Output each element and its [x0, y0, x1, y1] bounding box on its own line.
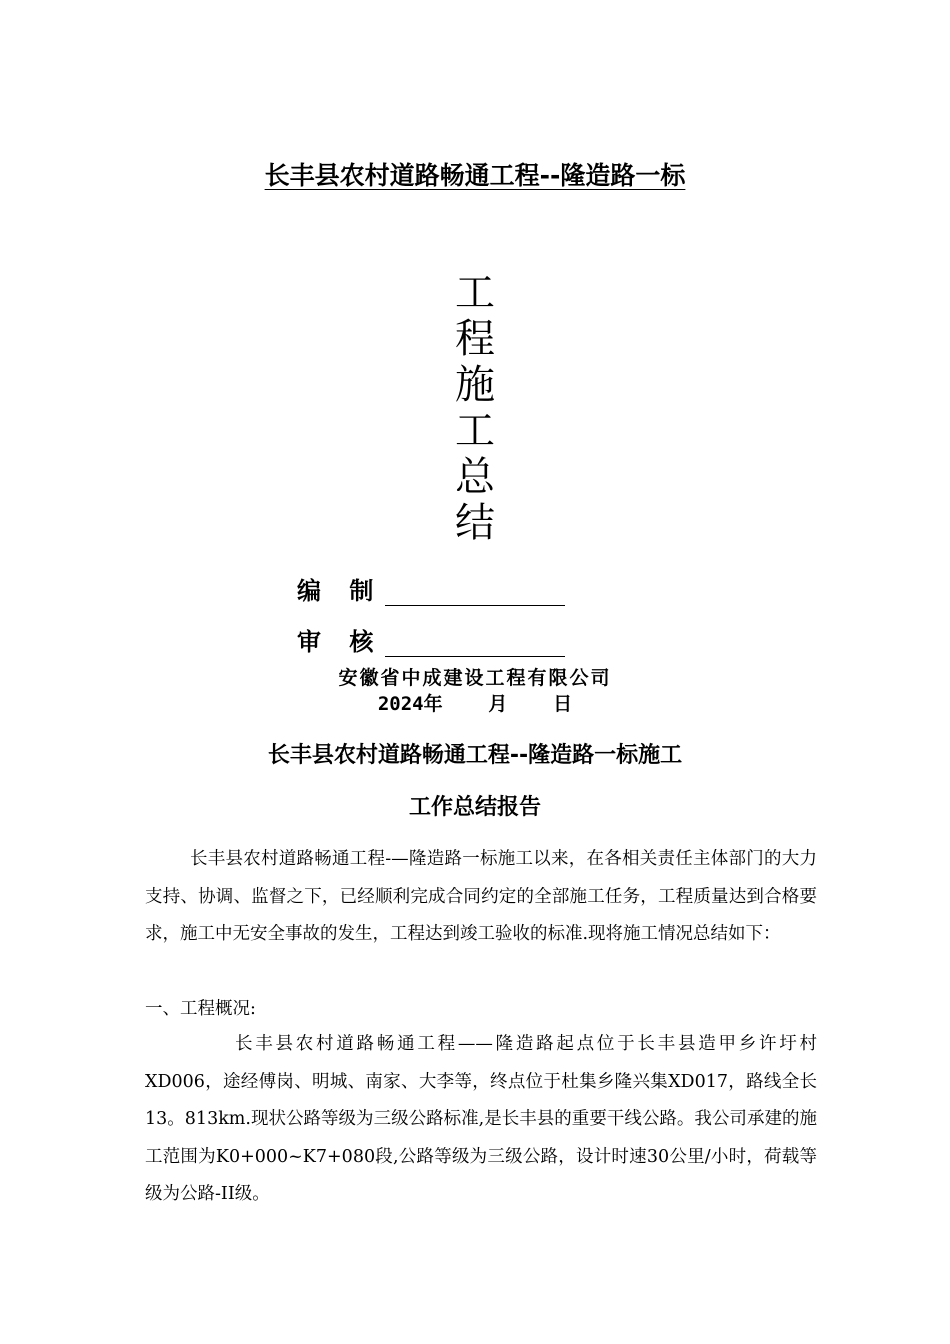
doc-type-char: 施 — [455, 362, 495, 408]
paragraph-overview: 长丰县农村道路畅通工程——隆造路起点位于长丰县造甲乡许圩村XD006，途经傅岗、明城、南家、大李等，终点位于杜集乡隆兴集XD017，路线全长13。813km.现状公路等级为三级公路标准,是长丰县的重要干线公路。我公司承建的施工范围为K0+000~K7+080段,公路等级为三级公路，设计时速30公里/小时，荷载等级为公路-II级。 — [145, 1034, 817, 1204]
doc-type-char: 工 — [455, 408, 495, 454]
cover-project-title — [0, 158, 950, 194]
compiled-by-line — [297, 576, 565, 606]
report-title-line2: 工作总结报告 — [408, 795, 541, 820]
reviewed-by-blank — [385, 630, 565, 657]
reviewed-by-line — [297, 627, 565, 657]
doc-type-char: 工 — [455, 270, 495, 316]
compiled-by-blank — [385, 579, 565, 606]
doc-type-char: 程 — [455, 316, 495, 362]
section-heading-overview: 一、工程概况: — [145, 999, 256, 1019]
paragraph-intro: 长丰县农村道路畅通工程-—隆造路一标施工以来，在各相关责任主体部门的大力支持、协调、监督之下，已经顺利完成合同约定的全部施工任务，工程质量达到合格要求，施工中无安全事故的发生，工程达到竣工验收的标准.现将施工情况总结如下： — [145, 849, 817, 944]
cover-document-type — [0, 270, 950, 546]
compiled-by-label: 编 制 — [297, 577, 384, 605]
reviewed-by-label: 审 核 — [297, 628, 384, 656]
doc-type-char: 总 — [455, 454, 495, 500]
company-name: 安徽省中成建设工程有限公司 — [338, 667, 612, 689]
report-title-line1: 长丰县农村道路畅通工程--隆造路一标施工 — [267, 743, 683, 768]
doc-type-char: 结 — [455, 500, 495, 546]
cover-project-title-text: 长丰县农村道路畅通工程--隆造路一标 — [264, 161, 686, 190]
report-date: 2024年 月 日 — [377, 693, 573, 715]
